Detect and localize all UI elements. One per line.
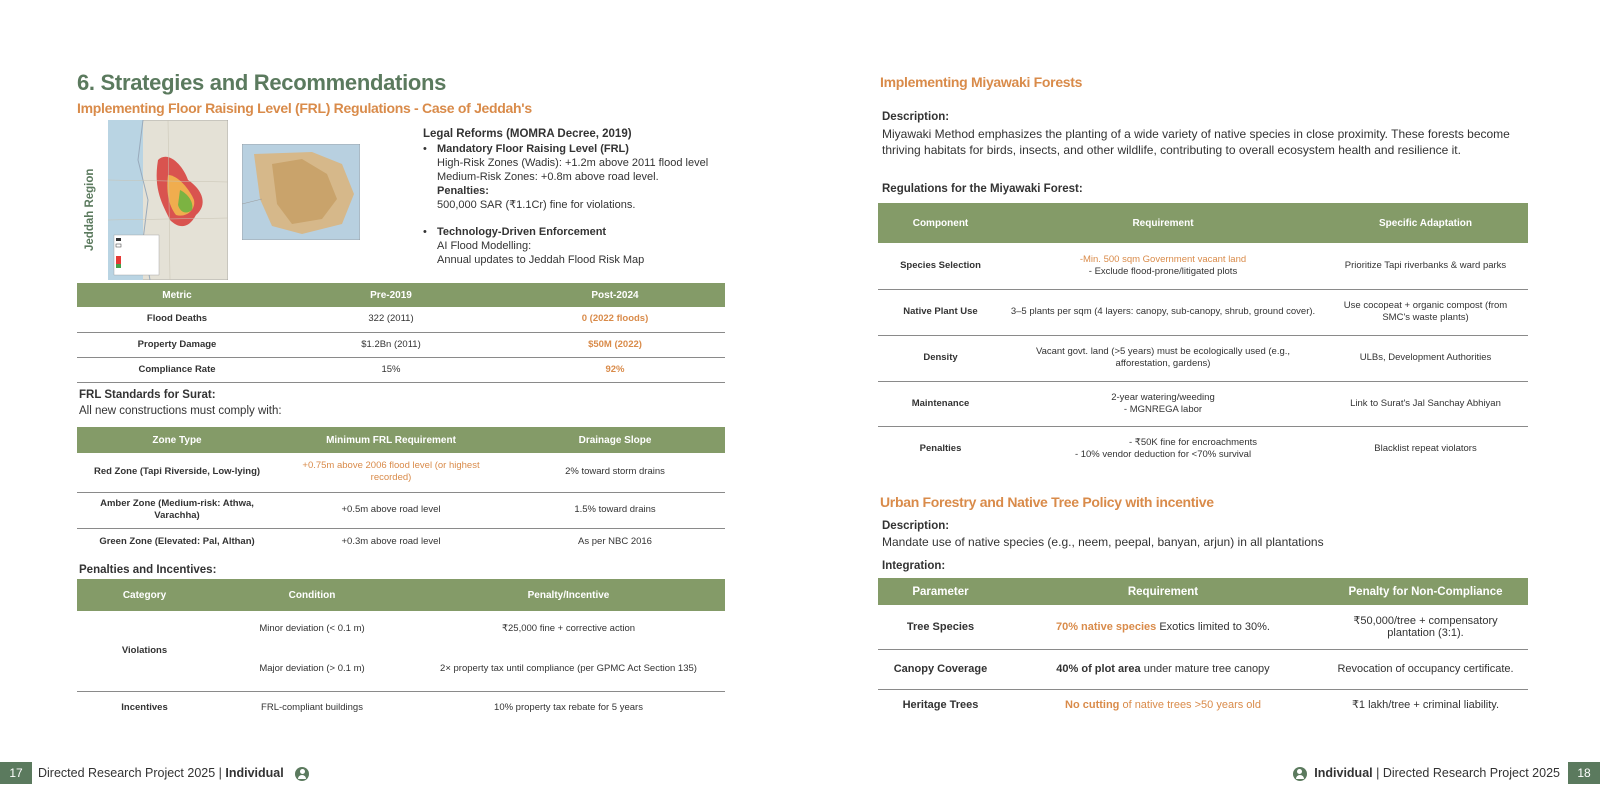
highlight-text: No cutting <box>1065 699 1120 712</box>
urban-forestry-title: Urban Forestry and Native Tree Policy with incentive <box>880 494 1214 510</box>
requirement-text: Exotics limited to 30%. <box>1156 620 1270 633</box>
table-cell: ₹1 lakh/tree + criminal liability. <box>1351 699 1500 712</box>
table-row <box>77 691 725 725</box>
table-row <box>77 357 725 382</box>
footer-left-bold: Individual <box>225 766 284 780</box>
table-cell: Prioritize Tapi riverbanks & ward parks <box>1323 243 1528 289</box>
urban-description-text: Mandate use of native species (e.g., neem, peepal, banyan, arjun) in all plantations <box>882 535 1324 549</box>
col-header: Requirement <box>1003 203 1323 243</box>
highlight-text: 40% of plot area <box>1056 663 1141 675</box>
item2-title: Technology-Driven Enforcement <box>437 226 607 238</box>
table-cell: +0.5m above road level <box>277 492 505 528</box>
requirement-line: - Exclude flood-prone/litigated plots <box>1088 265 1238 277</box>
page-number-right: 18 <box>1568 762 1600 784</box>
col-header: Category <box>77 579 212 611</box>
table-cell: Density <box>878 335 1003 381</box>
table-cell: Species Selection <box>878 243 1003 289</box>
watershed-map <box>108 120 228 280</box>
table-row <box>878 289 1528 335</box>
metrics-table <box>77 283 725 383</box>
footer-right <box>1293 762 1560 784</box>
table-row <box>878 426 1528 472</box>
person-icon <box>295 767 309 781</box>
col-header: Penalty for Non-Compliance <box>1323 578 1528 605</box>
penalties-text: 500,000 SAR (₹1.1Cr) fine for violations. <box>437 199 636 211</box>
requirement-line: - 10% vendor deduction for <70% survival <box>1074 449 1252 461</box>
table-row <box>878 689 1528 721</box>
footer-right-text: | Directed Research Project 2025 <box>1372 766 1560 780</box>
item2-line2: Annual updates to Jeddah Flood Risk Map <box>437 254 645 266</box>
requirement-line: - ₹50K fine for encroachments <box>1128 437 1258 449</box>
table-row <box>77 307 725 332</box>
table-cell: Compliance Rate <box>77 357 277 382</box>
legal-item-2: • Technology-Driven Enforcement AI Flood Modelling: Annual updates to Jeddah Flood Risk Map <box>423 226 645 266</box>
table-cell: Amber Zone (Medium-risk: Athwa, Varachha) <box>77 492 277 528</box>
table-cell: Blacklist repeat violators <box>1374 443 1477 455</box>
table-cell: 0 (2022 floods) <box>505 307 725 332</box>
item1-line1: High-Risk Zones (Wadis): +1.2m above 2011 flood level <box>437 157 709 169</box>
requirement-line: -Min. 500 sqm Government vacant land <box>1079 253 1247 265</box>
penalties-heading: Penalties and Incentives: <box>79 564 217 576</box>
table-cell: Vacant govt. land (>5 years) must be ecologically used (e.g., afforestation, gardens) <box>1003 335 1323 381</box>
table-cell: +0.75m above 2006 flood level (or highest recorded) <box>277 453 505 492</box>
col-header: Metric <box>77 283 277 307</box>
table-cell: Incentives <box>121 702 168 714</box>
table-row <box>77 453 725 492</box>
frl-subtext: All new constructions must comply with: <box>79 405 282 417</box>
col-header: Post-2024 <box>505 283 725 307</box>
table-cell: Revocation of occupancy certificate. <box>1323 649 1528 689</box>
table-cell: 2% toward storm drains <box>505 453 725 492</box>
table-cell: 1.5% toward drains <box>505 492 725 528</box>
item1-line2: Medium-Risk Zones: +0.8m above road level. <box>437 171 659 183</box>
footer-left-text: Directed Research Project 2025 | <box>38 766 226 780</box>
table-row <box>878 649 1528 689</box>
table-cell: Canopy Coverage <box>878 649 1003 689</box>
table-cell <box>1003 689 1323 721</box>
table-cell: ₹25,000 fine + corrective action <box>501 623 636 634</box>
col-header: Condition <box>212 579 412 611</box>
table-cell <box>1003 649 1323 689</box>
urban-description-label: Description: <box>882 520 950 532</box>
item2-line1: AI Flood Modelling: <box>437 240 532 252</box>
table-cell <box>1003 243 1323 289</box>
table-row <box>77 528 725 555</box>
table-row <box>77 492 725 528</box>
footer-left <box>38 762 309 784</box>
table-cell: $1.2Bn (2011) <box>277 332 505 357</box>
penalties-table <box>77 579 725 725</box>
table-cell: Penalties <box>919 443 962 455</box>
col-header: Penalty/Incentive <box>412 579 725 611</box>
requirement-line: 2-year watering/weeding <box>1111 391 1215 403</box>
table-cell: +0.3m above road level <box>341 535 441 547</box>
item1-title: Mandatory Floor Raising Level (FRL) <box>437 143 629 155</box>
table-cell: Red Zone (Tapi Riverside, Low-lying) <box>77 453 277 492</box>
urban-forestry-table <box>878 578 1528 721</box>
col-header: Requirement <box>1003 578 1323 605</box>
miyawaki-table <box>878 203 1528 472</box>
table-cell: Heritage Trees <box>902 699 979 712</box>
description-text: Miyawaki Method emphasizes the planting of a wide variety of native species in close proximity. These forests become thriving habitats for birds, insects, and other wildlife, contributing to overall ecosystem health and resilience it. <box>882 127 1510 157</box>
zones-table <box>77 427 725 555</box>
legal-item-1: • Mandatory Floor Raising Level (FRL) High-Risk Zones (Wadis): +1.2m above 2011 flood level Medium-Risk Zones: +0.8m above road level. Penalties: 500,000 SAR (₹1.1Cr) fine for violations. <box>423 143 709 211</box>
table-cell: FRL-compliant buildings <box>261 702 363 714</box>
page-number-left: 17 <box>0 762 32 784</box>
table-row <box>878 605 1528 649</box>
table-row <box>77 611 725 647</box>
table-row <box>77 332 725 357</box>
table-cell: $50M (2022) <box>505 332 725 357</box>
table-cell: Green Zone (Elevated: Pal, Althan) <box>99 535 255 547</box>
table-cell: Flood Deaths <box>77 307 277 332</box>
table-cell <box>1003 605 1323 649</box>
table-cell: 15% <box>277 357 505 382</box>
table-cell: 322 (2011) <box>277 307 505 332</box>
table-cell: ₹50,000/tree + compensatory plantation (3:1). <box>1323 605 1528 649</box>
col-header: Component <box>878 203 1003 243</box>
legal-reforms-heading: Legal Reforms (MOMRA Decree, 2019) <box>423 128 632 140</box>
table-cell: 92% <box>505 357 725 382</box>
highlight-text: 70% native species <box>1055 620 1157 633</box>
map-region-label: Jeddah Region <box>84 168 96 252</box>
jeddah-map-figure <box>84 120 364 280</box>
table-cell: As per NBC 2016 <box>578 535 652 547</box>
frl-heading: FRL Standards for Surat: <box>79 389 216 401</box>
table-cell: ULBs, Development Authorities <box>1323 335 1528 381</box>
requirement-line: - MGNREGA labor <box>1123 403 1203 415</box>
saudi-overview-map <box>242 144 360 240</box>
requirement-text: under mature tree canopy <box>1140 663 1270 675</box>
table-cell: Native Plant Use <box>878 289 1003 335</box>
table-cell: Link to Surat's Jal Sanchay Abhiyan <box>1323 381 1528 426</box>
section-subtitle: Implementing Floor Raising Level (FRL) Regulations - Case of Jeddah's <box>77 100 532 116</box>
person-icon <box>1293 767 1307 781</box>
integration-label: Integration: <box>882 560 946 572</box>
col-header: Parameter <box>878 578 1003 605</box>
table-row <box>878 335 1528 381</box>
table-cell <box>1003 381 1323 426</box>
table-cell: Maintenance <box>878 381 1003 426</box>
table-cell: Major deviation (> 0.1 m) <box>212 647 412 691</box>
table-cell: Property Damage <box>77 332 277 357</box>
table-cell: 3–5 plants per sqm (4 layers: canopy, sub-canopy, shrub, ground cover). <box>1003 289 1323 335</box>
table-cell <box>1003 426 1323 472</box>
col-header: Drainage Slope <box>505 427 725 453</box>
col-header: Zone Type <box>77 427 277 453</box>
table-cell: Tree Species <box>878 605 1003 649</box>
col-header: Minimum FRL Requirement <box>277 427 505 453</box>
penalties-label: Penalties: <box>437 185 489 197</box>
col-header: Specific Adaptation <box>1323 203 1528 243</box>
page-title: 6. Strategies and Recommendations <box>77 70 447 95</box>
table-row <box>878 243 1528 289</box>
table-cell: Violations <box>77 611 212 691</box>
footer-right-bold: Individual <box>1314 766 1373 780</box>
regulations-label: Regulations for the Miyawaki Forest: <box>882 183 1083 195</box>
table-cell: 2× property tax until compliance (per GPMC Act Section 135) <box>412 647 725 691</box>
col-header: Pre-2019 <box>277 283 505 307</box>
table-row <box>878 381 1528 426</box>
table-cell: Minor deviation (< 0.1 m) <box>259 623 365 634</box>
table-cell: 10% property tax rebate for 5 years <box>494 702 643 714</box>
table-cell: Use cocopeat + organic compost (from SMC's waste plants) <box>1323 289 1528 335</box>
miyawaki-title: Implementing Miyawaki Forests <box>880 74 1083 90</box>
description-label: Description: <box>882 111 950 123</box>
requirement-text: of native trees >50 years old <box>1119 699 1261 712</box>
